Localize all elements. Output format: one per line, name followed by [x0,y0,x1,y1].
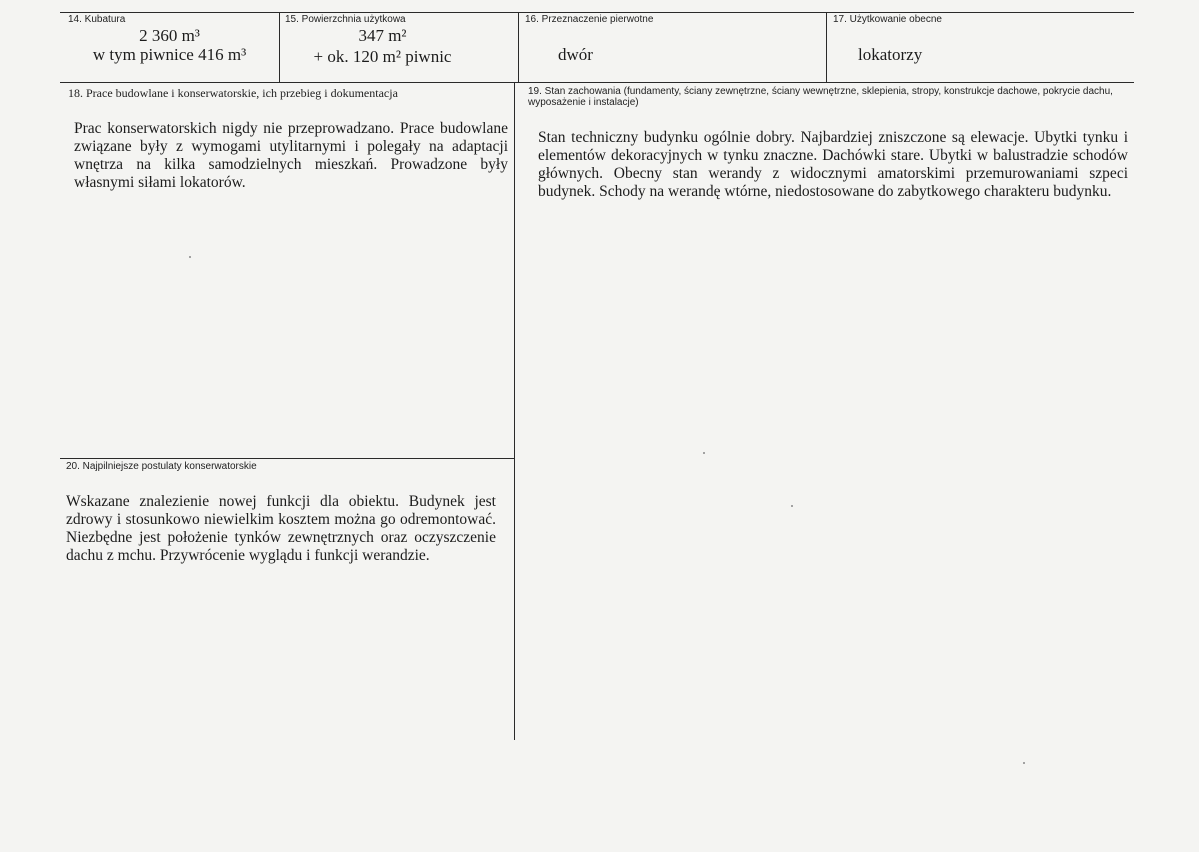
field-17-value: lokatorzy [858,45,923,64]
field-18-label: 18. Prace budowlane i konserwatorskie, ich przebieg i dokumentacja [68,86,398,100]
section-18-bottom-line [60,458,514,459]
divider-15-16 [518,12,519,83]
divider-16-17 [826,12,827,83]
left-right-column-divider [514,82,515,740]
scan-speck [703,452,705,454]
field-19-label: 19. Stan zachowania (fundamenty, ściany zewnętrzne, ściany wewnętrzne, sklepienia, stropy, konstrukcje dachowe, pokrycie dachu, wyposażenie i instalacje) [528,86,1113,108]
field-14-volume: 2 360 m³ [139,26,200,45]
field-20-text: Wskazane znalezienie nowej funkcji dla obiektu. Budynek jest zdrowy i stosunkowo niewielkim kosztem można go odremontować. Niezbędne jest położenie tynków zewnętrznych oraz oczyszczenie dachu z mchu. Przywrócenie wyglądu i funkcji werandzie. [66,493,496,564]
top-border-line [60,12,1134,13]
field-20-label: 20. Najpilniejsze postulaty konserwatorskie [66,461,257,472]
field-19-text: Stan techniczny budynku ogólnie dobry. Najbardziej zniszczone są elewacje. Ubytki tynku i elementów dekoracyjnych w tynku znaczne. Dachówki stare. Ubytki w balustradzie schodów głównych. Obecny stan werandy z widocznymi amatorskimi przemurowaniami szpeci budynek. Schody na werandę wtórne, niedostosowane do zabytkowego charakteru budynku. [538,129,1128,200]
field-15-basement-area: + ok. 120 m² piwnic [313,47,452,66]
header-row-bottom-line [60,82,1134,83]
field-14-basement: w tym piwnice 416 m³ [92,45,247,64]
field-16-label: 16. Przeznaczenie pierwotne [525,14,654,25]
field-16-value: dwór [558,45,593,64]
scan-speck [791,505,793,507]
scan-speck [1023,762,1025,764]
field-14-label: 14. Kubatura [68,14,126,25]
field-15-area: 347 m² [358,26,407,45]
field-15-label: 15. Powierzchnia użytkowa [285,14,406,25]
scan-speck [189,256,191,258]
field-18-text: Prac konserwatorskich nigdy nie przeprowadzano. Prace budowlane związane były z wymogami utylitarnymi i polegały na adaptacji wnętrza na kilka samodzielnych mieszkań. Prowadzone były własnymi siłami lokatorów. [74,120,508,191]
field-17-label: 17. Użytkowanie obecne [833,14,942,25]
